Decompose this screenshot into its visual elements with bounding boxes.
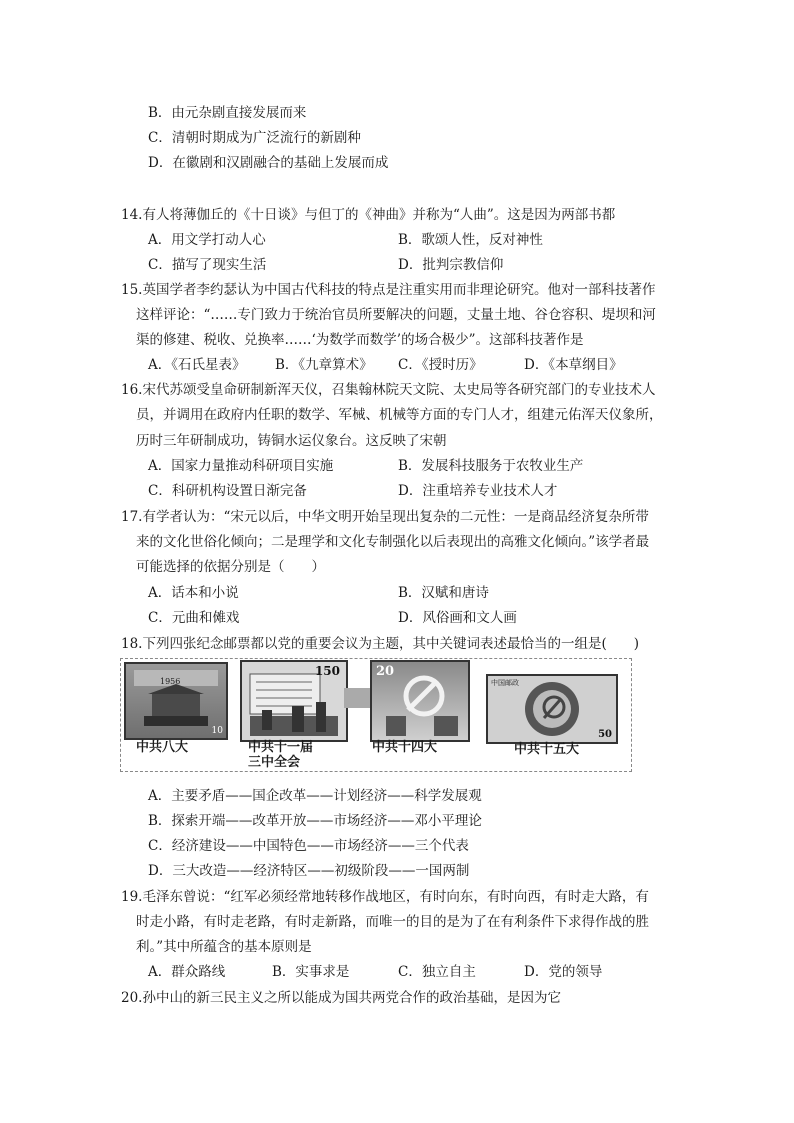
stamp-3-caption: 中共十四大	[372, 740, 438, 755]
q15-option-c: C．《授时历》	[398, 357, 483, 373]
q15-stem-line2: 这样评论：“……专门致力于统治官员所要解决的问题，丈量土地、谷仓容积、堤坝和河	[136, 307, 656, 323]
q17-option-b: B．汉赋和唐诗	[398, 585, 489, 601]
q19-option-b: B．实事求是	[272, 964, 350, 980]
q15-option-d: D．《本草纲目》	[524, 357, 623, 373]
q14-option-b: B．歌颂人性，反对神性	[398, 232, 543, 248]
q19-stem-line3: 利。”其中所蕴含的基本原则是	[136, 939, 312, 955]
q15-option-a: A．《石氏星表》	[148, 357, 246, 373]
stamp-4-label: 中国邮政	[491, 679, 519, 687]
q16-stem-line2: 员，并调用在政府内任职的数学、军械、机械等方面的专门人才，组建元佑浑天仪象所，	[136, 407, 663, 423]
q15-stem-line3: 渠的修建、税收、兑换率……‘为数学而数学’的场合极少”。这部科技著作是	[136, 332, 584, 348]
q13-option-b: B．由元杂剧直接发展而来	[148, 105, 307, 121]
stamp-3-value: 20	[376, 664, 395, 679]
stamp-4-caption: 中共十五大	[514, 742, 580, 757]
stamp-1-year: 1956	[160, 677, 181, 686]
q14-stem: 14.有人将薄伽丘的《十日谈》与但丁的《神曲》并称为“人曲”。这是因为两部书都	[121, 207, 616, 223]
stamp-2	[240, 660, 348, 742]
q18-option-c: C．经济建设——中国特色——市场经济——三个代表	[148, 838, 469, 854]
q19-option-c: C．独立自主	[398, 964, 476, 980]
q16-option-d: D．注重培养专业技术人才	[398, 483, 558, 499]
q19-stem-line1: 19.毛泽东曾说：“红军必须经常地转移作战地区，有时向东，有时向西，有时走大路，有	[121, 889, 649, 905]
q17-option-a: A．话本和小说	[148, 585, 239, 601]
q17-stem-line1: 17.有学者认为：“宋元以后，中华文明开始呈现出复杂的二元性：一是商品经济复杂所带	[121, 509, 649, 525]
q17-stem-line2: 来的文化世俗化倾向；二是理学和文化专制强化以后表现出的高雅文化倾向。”该学者最	[136, 534, 650, 550]
stamp-3	[370, 660, 470, 742]
q14-option-c: C．描写了现实生活	[148, 257, 267, 273]
stamp-2-caption: 中共十一届	[248, 740, 314, 755]
stamp-1	[124, 662, 228, 740]
q14-option-a: A．用文学打动人心	[148, 232, 266, 248]
q16-option-b: B．发展科技服务于农牧业生产	[398, 458, 584, 474]
q16-stem-line1: 16.宋代苏颂受皇命研制新浑天仪，召集翰林院天文院、太史局等各研究部门的专业技术人	[121, 382, 656, 398]
q15-stem-line1: 15.英国学者李约瑟认为中国古代科技的特点是注重实用而非理论研究。他对一部科技著作	[121, 282, 656, 298]
q16-stem-line3: 历时三年研制成功，铸铜水运仪象台。这反映了宋朝	[136, 433, 447, 449]
q15-option-b: B．《九章算术》	[275, 357, 373, 373]
stamp-figure	[120, 658, 632, 774]
stamp-1-value: 10	[211, 726, 223, 736]
q18-option-a: A．主要矛盾——国企改革——计划经济——科学发展观	[148, 788, 482, 804]
stamp-4-value: 50	[598, 729, 612, 740]
q19-option-a: A．群众路线	[148, 964, 226, 980]
q16-option-c: C．科研机构设置日渐完备	[148, 483, 307, 499]
scan-artifact	[344, 688, 372, 708]
q19-stem-line2: 时走小路，有时走老路，有时走新路，而唯一的目的是为了在有利条件下求得作战的胜	[136, 914, 649, 930]
q17-stem-line3: 可能选择的依据分别是（ ）	[136, 559, 325, 575]
q19-option-d: D．党的领导	[524, 964, 603, 980]
stamp-4	[486, 674, 618, 744]
q18-stem: 18.下列四张纪念邮票都以党的重要会议为主题，其中关键词表述最恰当的一组是( )	[121, 636, 640, 652]
q13-option-c: C．清朝时期成为广泛流行的新剧种	[148, 130, 361, 146]
q13-option-d: D．在徽剧和汉剧融合的基础上发展而成	[148, 155, 389, 171]
q17-option-c: C．元曲和傩戏	[148, 610, 240, 626]
stamp-2-value: 150	[314, 664, 340, 678]
stamp-1-caption: 中共八大	[136, 740, 189, 755]
q18-option-d: D．三大改造——经济特区——初级阶段——一国两制	[148, 863, 470, 879]
stamp-2-caption-line2: 三中全会	[248, 755, 301, 770]
q14-option-d: D．批判宗教信仰	[398, 257, 504, 273]
q20-stem: 20.孙中山的新三民主义之所以能成为国共两党合作的政治基础，是因为它	[121, 990, 561, 1006]
q17-option-d: D．风俗画和文人画	[398, 610, 517, 626]
q16-option-a: A．国家力量推动科研项目实施	[148, 458, 334, 474]
q18-option-b: B．探索开端——改革开放——市场经济——邓小平理论	[148, 813, 482, 829]
